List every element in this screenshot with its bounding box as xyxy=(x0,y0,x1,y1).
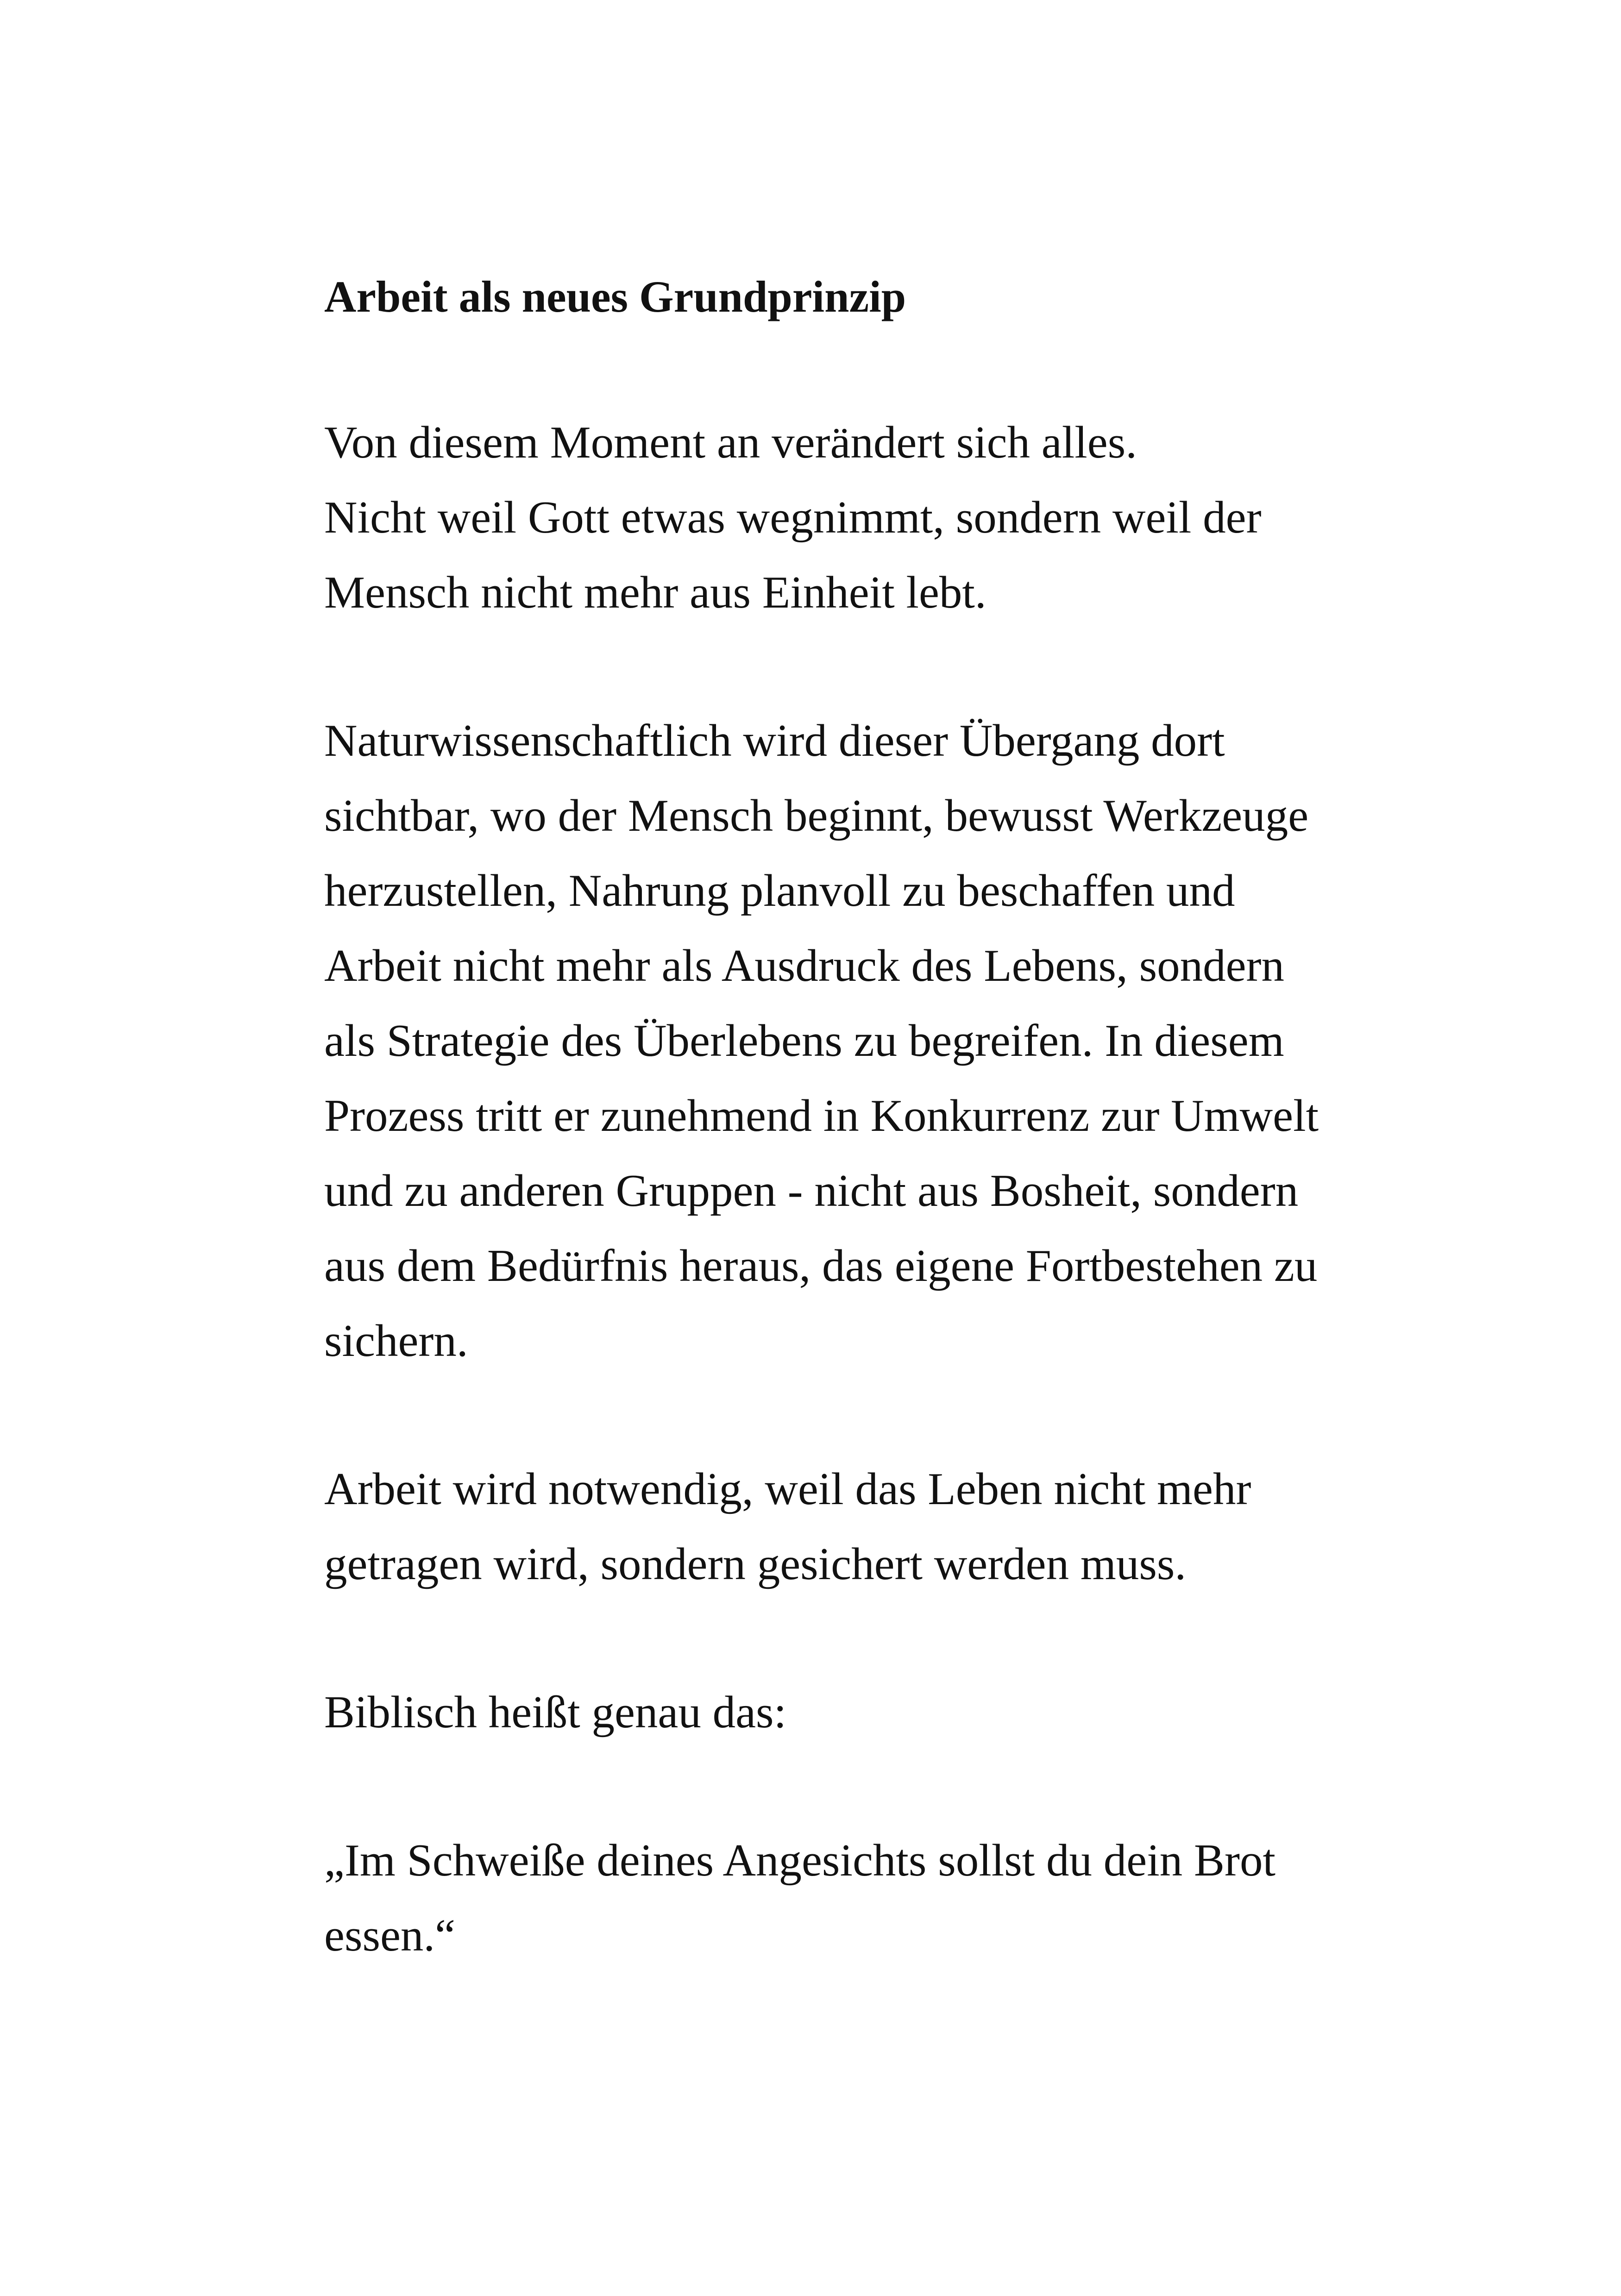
section-heading: Arbeit als neues Grundprinzip xyxy=(324,272,906,321)
paragraph-necessity: Arbeit wird notwendig, weil das Leben nicht mehr getragen wird, sondern gesichert werden muss. xyxy=(324,1464,1251,1589)
paragraph-biblical-lead: Biblisch heißt genau das: xyxy=(324,1687,787,1738)
paragraph-science: Naturwissenschaftlich wird dieser Übergang dort sichtbar, wo der Mensch beginnt, bewusst Werkzeuge herzustellen, Nahrung planvoll zu beschaffen und Arbeit nicht mehr als Ausdruck des Lebens, sondern als Strategie des Überlebens zu begreifen. In diesem Prozess tritt er zunehmend in Konkurrenz zur Umwelt und zu anderen Gruppen - nicht aus Bosheit, sondern aus dem Bedürfnis heraus, das eigene Fortbestehen zu sichern. xyxy=(324,715,1319,1366)
paragraph-quote: „Im Schweiße deines Angesichts sollst du dein Brot essen.“ xyxy=(324,1835,1275,1961)
document-body xyxy=(324,259,1389,1973)
paragraph-intro: Von diesem Moment an verändert sich alles. Nicht weil Gott etwas wegnimmt, sondern weil der Mensch nicht mehr aus Einheit lebt. xyxy=(324,417,1262,618)
